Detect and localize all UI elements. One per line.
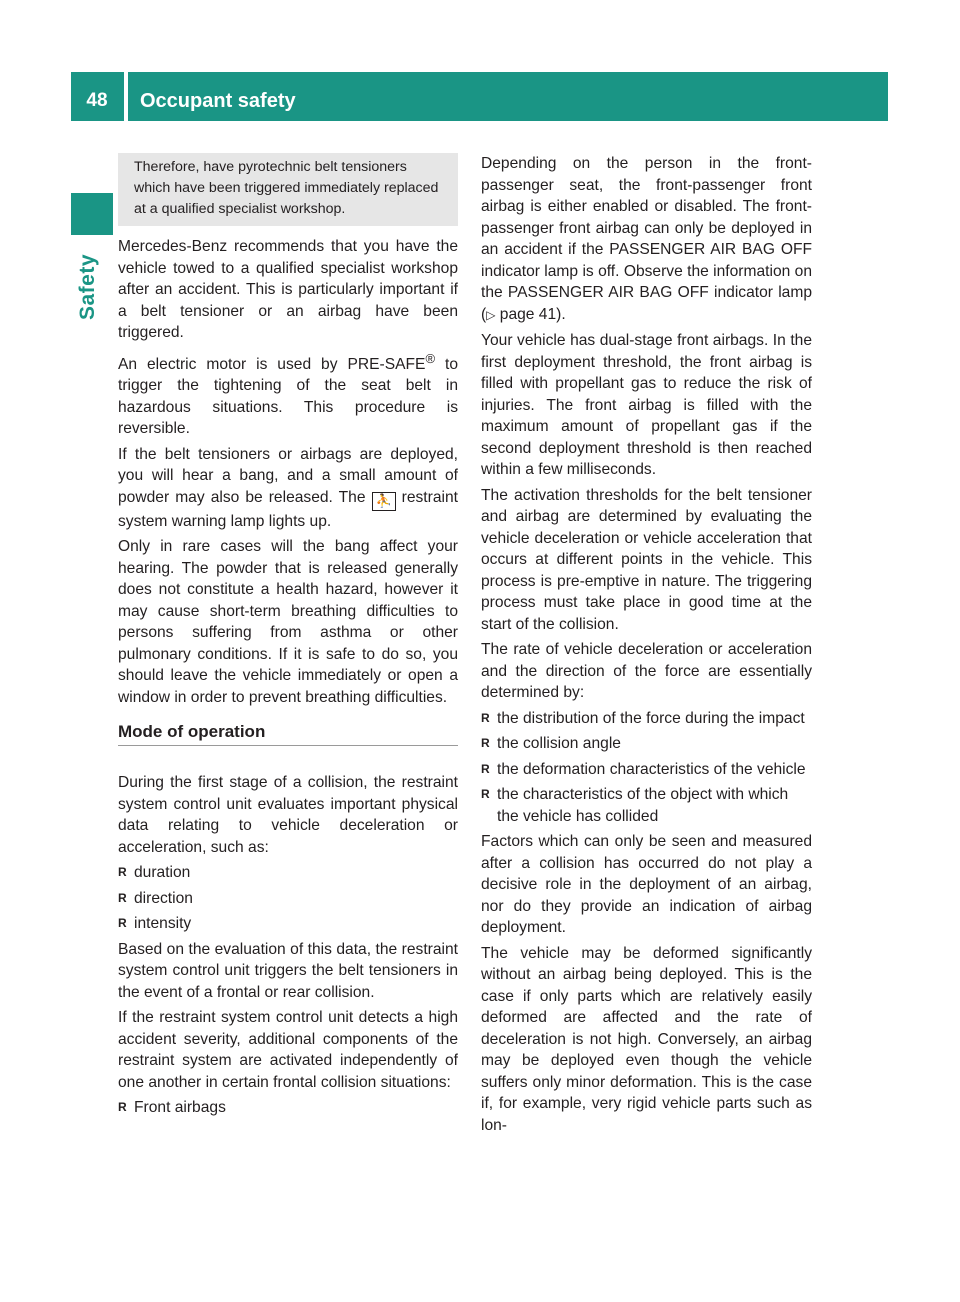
bullet-list xyxy=(118,1097,458,1119)
page-number: 48 xyxy=(86,90,108,111)
paragraph: The activation thresholds for the belt tensioner and airbag are determined by evaluating the vehicle deceleration or vehicle acceleration that occurs at different points in the vehicle. This process is pre-emptive in nature. The triggering process must take place in good time at the start of the collision. xyxy=(481,486,812,633)
note-box: Therefore, have pyrotechnic belt tensioners which have been triggered immediately replaced at a qualified specialist workshop. xyxy=(118,153,458,226)
spacer xyxy=(118,754,458,772)
paragraph: Your vehicle has dual-stage front airbags. In the first deployment threshold, the front airbag is filled with propellant gas to reduce the risk of injuries. The front airbag is filled with the maximum amount of propellant gas if the second deployment threshold is then reached within a few milliseconds. xyxy=(481,332,812,478)
paragraph-text: Depending on the person in the front-passenger seat, the front-passenger front airbag is either enabled or disabled. The front-passenger front airbag can only be deployed in an accident if the PASSENGER AIR BAG OFF indicator lamp is off. Observe the information on the PASSENGER AIR BAG OFF indicator lamp ( xyxy=(481,155,812,323)
paragraph: During the first stage of a collision, the restraint system control unit evaluates important physical data relating to vehicle deceleration or acceleration, such as: xyxy=(118,774,458,856)
bullet-list xyxy=(481,708,812,828)
paragraph: Only in rare cases will the bang affect your hearing. The powder that is released generally does not constitute a health hazard, however it may cause short-term breathing difficulties to persons suffering from asthma or other pulmonary conditions. If it is safe to do so, you should leave the vehicle immediately or open a window in order to prevent breathing difficulties. xyxy=(118,538,458,706)
seat-occupant-airbag-icon: ⛹ xyxy=(372,492,396,511)
paragraph xyxy=(118,444,458,533)
list-item: R duration xyxy=(118,862,458,884)
paragraph: The vehicle may be deformed significantly without an airbag being deployed. This is the case if only parts which are relatively easily deformed are affected and the rate of deceleration is not high. Conversely, an airbag may be deployed even though the vehicle suffers only minor deformation. This is the case if, for example, very rigid vehicle parts such as lon- xyxy=(481,944,812,1134)
list-item: R the distribution of the force during the impact xyxy=(481,708,812,730)
header-divider xyxy=(124,72,128,121)
paragraph-text: page 41). xyxy=(495,305,566,323)
right-column xyxy=(481,153,812,1140)
paragraph xyxy=(118,348,458,440)
list-item: R Front airbags xyxy=(118,1097,458,1119)
section-heading: Mode of operation xyxy=(118,722,458,746)
list-item: R direction xyxy=(118,888,458,910)
side-tab-marker xyxy=(71,193,113,235)
paragraph-text: restraint system warning lamp lights up. xyxy=(118,488,458,530)
list-item: R intensity xyxy=(118,913,458,935)
paragraph: Factors which can only be seen and measured after a collision has occurred do not play a decisive role in the deployment of an airbag, nor do they provide an indication of airbag deployment. xyxy=(481,833,812,936)
paragraph: The rate of vehicle deceleration or acceleration and the direction of the force are essentially determined by: xyxy=(481,641,812,701)
paragraph: Mercedes-Benz recommends that you have the vehicle towed to a qualified specialist workshop after an accident. This is particularly important if a belt tensioner or an airbag have been triggered. xyxy=(118,238,458,341)
left-column xyxy=(118,153,458,1123)
registered-mark: ® xyxy=(425,350,436,366)
chapter-title: Occupant safety xyxy=(140,90,296,112)
list-item: R the collision angle xyxy=(481,733,812,755)
paragraph-text: An electric motor is used by PRE-SAFE xyxy=(118,355,426,373)
paragraph-text: If the belt tensioners or airbags are deployed, you will hear a bang, and a small amount of powder may also be released. The xyxy=(118,445,458,506)
paragraph: Based on the evaluation of this data, the restraint system control unit triggers the belt tensioners in the event of a frontal or rear collision. xyxy=(118,940,458,1001)
paragraph: If the restraint system control unit detects a high accident severity, additional components of the restraint system are activated independently of one another in certain frontal collision situations: xyxy=(118,1009,458,1091)
list-item: R the deformation characteristics of the vehicle xyxy=(481,759,812,781)
bullet-list xyxy=(118,862,458,935)
list-item: R the characteristics of the object with which the vehicle has collided xyxy=(481,784,812,827)
side-tab-label: Safety xyxy=(76,253,99,320)
page-reference-arrow-icon: ▷ xyxy=(486,307,496,322)
paragraph xyxy=(481,153,812,326)
paragraph-text: to trigger the tightening of the seat belt in hazardous situations. This procedure is reversible. xyxy=(118,355,458,438)
